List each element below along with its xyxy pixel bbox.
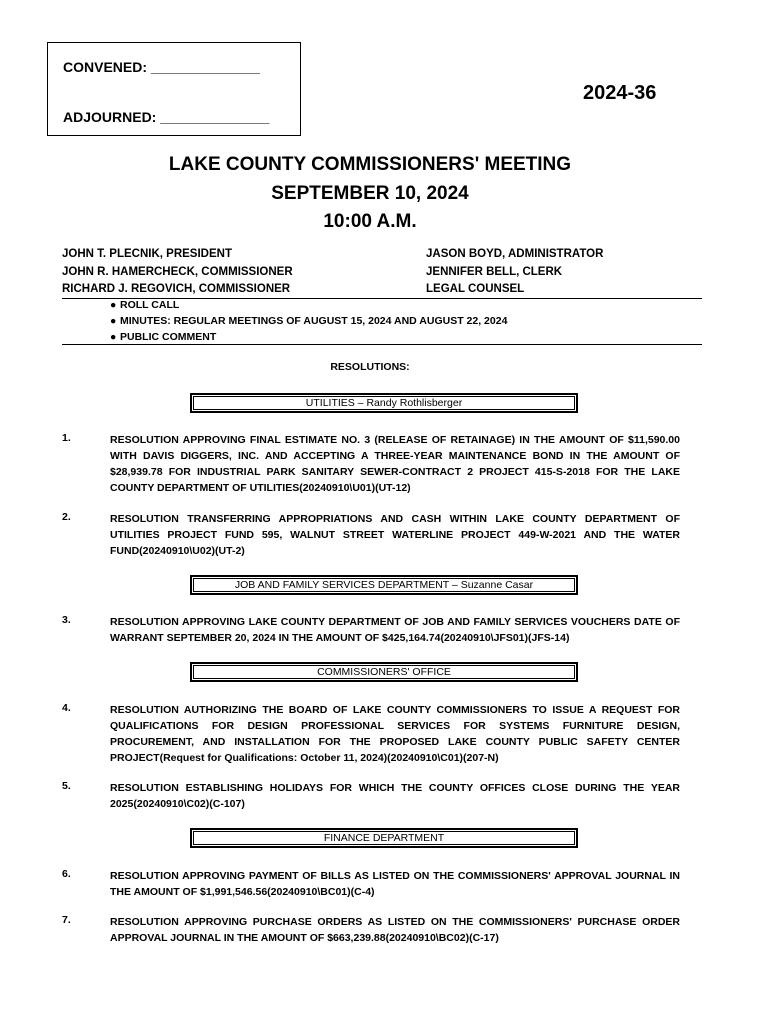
item-7-number: 7. bbox=[62, 914, 71, 926]
agenda-item-public-comment: ● PUBLIC COMMENT bbox=[110, 331, 217, 343]
staff-clerk: JENNIFER BELL, CLERK bbox=[426, 265, 563, 278]
item-3-number: 3. bbox=[62, 614, 71, 626]
meeting-date: SEPTEMBER 10, 2024 bbox=[271, 183, 469, 204]
item-6-text: RESOLUTION APPROVING PAYMENT OF BILLS AS LISTED ON THE COMMISSIONERS' APPROVAL JOURNAL IN THE AMOUNT OF $1,991,546.56(20240910\BC01)(C-4) bbox=[110, 870, 680, 898]
dept-commissioners-office bbox=[190, 662, 578, 682]
adjourned-label: ADJOURNED: bbox=[63, 109, 157, 125]
item-1-number: 1. bbox=[62, 432, 71, 444]
resolutions-heading: RESOLUTIONS: bbox=[330, 361, 410, 373]
staff-legal-counsel: LEGAL COUNSEL bbox=[426, 283, 525, 295]
opening-agenda bbox=[110, 297, 507, 345]
item-4-number: 4. bbox=[62, 702, 71, 714]
commissioner-president: JOHN T. PLECNIK, PRESIDENT bbox=[62, 248, 232, 260]
bullet-icon: ● bbox=[110, 331, 117, 343]
meeting-title: LAKE COUNTY COMMISSIONERS' MEETING bbox=[168, 154, 572, 175]
adjourned-line bbox=[63, 109, 269, 125]
dept-finance bbox=[190, 828, 578, 848]
convened-line bbox=[63, 59, 260, 75]
convened-blank: ______________ bbox=[150, 59, 260, 75]
item-3-text: RESOLUTION APPROVING LAKE COUNTY DEPARTMENT OF JOB AND FAMILY SERVICES VOUCHERS DATE OF WARRANT SEPTEMBER 20, 2024 IN THE AMOUNT OF $425,164.74(20240910\JFS01)(JFS-14) bbox=[110, 616, 680, 644]
staff-list bbox=[426, 246, 603, 299]
staff-administrator: JASON BOYD, ADMINISTRATOR bbox=[426, 248, 604, 260]
bullet-icon: ● bbox=[110, 315, 117, 327]
meeting-time: 10:00 A.M. bbox=[323, 211, 417, 232]
item-7-text: RESOLUTION APPROVING PURCHASE ORDERS AS LISTED ON THE COMMISSIONERS' PURCHASE ORDER APPROVAL JOURNAL IN THE AMOUNT OF $663,239.88(20240910\BC02)(C-17) bbox=[110, 916, 680, 944]
bullet-icon: ● bbox=[110, 299, 117, 311]
convened-label: CONVENED: bbox=[63, 59, 148, 75]
agenda-item-minutes: ● MINUTES: REGULAR MEETINGS OF AUGUST 15, 2024 AND AUGUST 22, 2024 bbox=[110, 315, 508, 327]
dept-utilities bbox=[190, 393, 578, 413]
divider-bottom bbox=[62, 344, 702, 345]
agenda-item-roll-call: ● ROLL CALL bbox=[110, 299, 180, 311]
dept-commissioners-label: COMMISSIONERS' OFFICE bbox=[193, 665, 575, 679]
commissioners-list bbox=[62, 246, 293, 299]
commissioner-hamercheck: JOHN R. HAMERCHECK, COMMISSIONER bbox=[62, 265, 293, 278]
dept-jfs-label: JOB AND FAMILY SERVICES DEPARTMENT – Suzanne Casar bbox=[193, 578, 575, 592]
item-5-number: 5. bbox=[62, 780, 71, 792]
document-number: 2024-36 bbox=[583, 82, 657, 104]
item-6-number: 6. bbox=[62, 868, 71, 880]
dept-job-family-services bbox=[190, 575, 578, 595]
convened-adjourned-box bbox=[47, 42, 301, 136]
item-4-text: RESOLUTION AUTHORIZING THE BOARD OF LAKE COUNTY COMMISSIONERS TO ISSUE A REQUEST FOR QUALIFICATIONS FOR DESIGN PROFESSIONAL SERVICES FOR SYSTEMS FURNITURE DESIGN, PROCUREMENT, AND INSTALLATION FOR THE PROPOSED LAKE COUNTY PUBLIC SAFETY CENTER PROJECT(Request for Qualifications: October 11, 2024)(20240910\C01)(207-N) bbox=[110, 704, 680, 764]
dept-utilities-label: UTILITIES – Randy Rothlisberger bbox=[193, 396, 575, 410]
item-2-text: RESOLUTION TRANSFERRING APPROPRIATIONS AND CASH WITHIN LAKE COUNTY DEPARTMENT OF UTILITIES PROJECT FUND 595, WALNUT STREET WATERLINE PROJECT 449-W-2021 AND THE WATER FUND(20240910\U02)(UT-2) bbox=[110, 513, 680, 557]
item-1-text: RESOLUTION APPROVING FINAL ESTIMATE NO. 3 (RELEASE OF RETAINAGE) IN THE AMOUNT OF $11,590.00 WITH DAVIS DIGGERS, INC. AND ACCEPTING A THREE-YEAR MAINTENANCE BOND IN THE AMOUNT OF $28,939.78 FOR INDUSTRIAL PARK SANITARY SEWER-CONTRACT 2 PROJECT 415-S-2018 FOR THE LAKE COUNTY DEPARTMENT OF UTILITIES(20240910\U01)(UT-12) bbox=[110, 434, 680, 494]
item-2-number: 2. bbox=[62, 511, 71, 523]
adjourned-blank: ______________ bbox=[160, 109, 270, 125]
item-5-text: RESOLUTION ESTABLISHING HOLIDAYS FOR WHICH THE COUNTY OFFICES CLOSE DURING THE YEAR 2025(20240910\C02)(C-107) bbox=[110, 782, 680, 810]
commissioner-regovich: RICHARD J. REGOVICH, COMMISSIONER bbox=[62, 283, 291, 295]
dept-finance-label: FINANCE DEPARTMENT bbox=[193, 831, 575, 845]
